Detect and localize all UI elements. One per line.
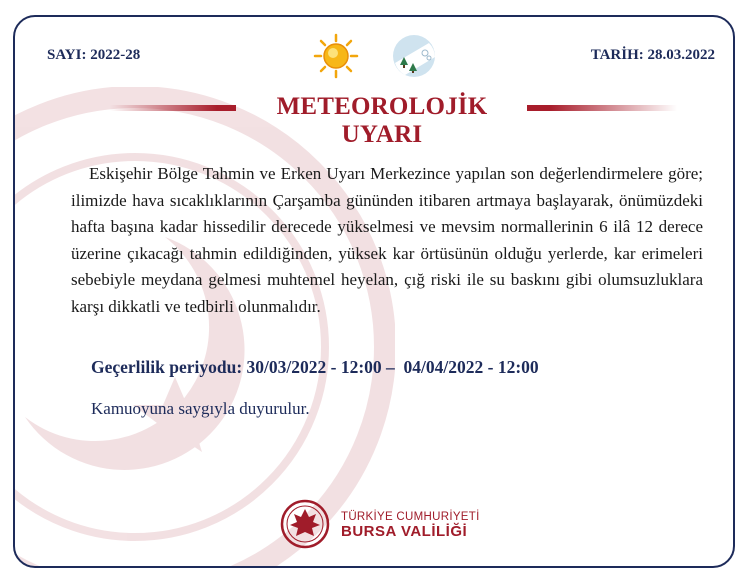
footer-governorship: BURSA VALİLİĞİ [341,523,468,540]
sun-icon [313,33,359,79]
footer-country: TÜRKİYE CUMHURİYETİ [341,511,480,523]
validity-period: Geçerlilik periyodu: 30/03/2022 - 12:00 – 04/04/2022 - 12:00 [91,357,539,377]
warning-body: Eskişehir Bölge Tahmin ve Erken Uyarı Merkezince yapılan son değerlendirmelere göre; ilimizde hava sıcaklıklarının Çarşamba gününden itibaren artmaya başlayarak, önümüzdeki hafta başına kadar hissedilir derecede yükselmesi ve mevsim normallerinin 6 ilâ 12 derece üzerine çıkacağı tahmin edildiğinden, yüksek kar örtüsünün olduğu yerlerde, kar erimeleri sebebiyle meydana gelmesi muhtemel heyelan, çığ riski ile su baskını gibi olumsuzluklara karşı dikkatli ve tedbirli olunmalıdır. [71,164,703,316]
watermark-emblem-icon [13,87,395,568]
document-date: TARİH: 28.03.2022 [590,47,715,63]
snow-avalanche-icon [391,33,437,79]
title-bar-left [110,105,236,111]
notice-frame [13,15,735,568]
governorship-logo-icon [280,499,330,549]
title-row [15,93,733,148]
closing-statement: Kamuoyuna saygıyla duyurulur. [91,399,310,418]
footer-institution [341,511,480,540]
page-title: METEOROLOJİK UYARI [276,93,488,148]
document-number: SAYI: 2022-28 [47,47,141,63]
title-bar-right [527,105,677,111]
